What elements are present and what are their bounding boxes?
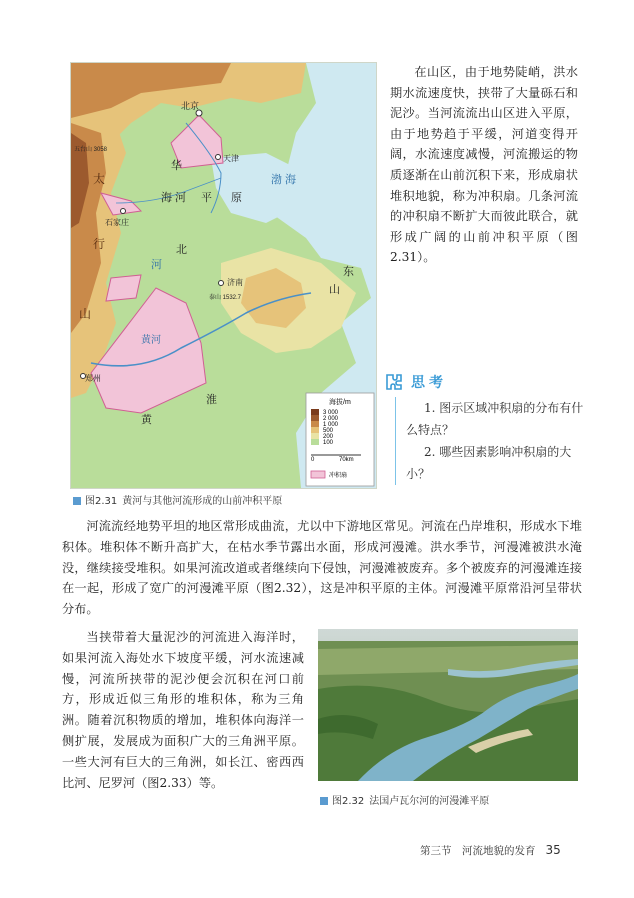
legend-level-3: 500 <box>323 428 334 434</box>
huabei-label-2: 北 <box>176 244 187 256</box>
shandong-label-1: 山 <box>329 284 340 296</box>
tianjin-label: 天津 <box>223 154 239 163</box>
peak1-label: 五台山 3058 <box>74 147 108 153</box>
legend-level-0: 3 000 <box>323 410 339 416</box>
haihe-label: 海 河 <box>161 192 187 204</box>
zhengzhou-label: 郑州 <box>85 374 101 383</box>
thinking-title: 思考 <box>411 375 447 391</box>
puzzle-icon <box>383 371 405 393</box>
figure-2-32-caption <box>320 792 489 807</box>
legend-level-1: 2 000 <box>323 416 339 422</box>
figure-2-31-num: 图2.31 <box>85 496 118 507</box>
alluvial-plain-map <box>70 62 377 489</box>
huai-label: 淮 <box>206 394 217 406</box>
figure-2-31-text: 黄河与其他河流形成的山前冲积平原 <box>122 496 283 507</box>
figure-2-32-num: 图2.32 <box>332 796 365 807</box>
legend-fan-label: 冲积扇 <box>329 473 348 479</box>
legend-level-2: 1 000 <box>323 422 339 428</box>
map-graphic <box>71 63 376 488</box>
thinking-question-1: 1. 图示区域冲积扇的分布有什么特点？ <box>406 401 584 437</box>
tianjin-marker <box>216 155 221 160</box>
legend-level-4: 200 <box>323 434 334 440</box>
taihang-label-1: 太 <box>93 172 106 186</box>
bohai-label: 渤 海 <box>271 174 297 186</box>
legend-level-5: 100 <box>323 440 334 446</box>
pingyuan-label-1: 平 <box>201 192 212 204</box>
jinan-marker <box>219 281 224 286</box>
legend-title: 海拔/m <box>329 399 351 406</box>
floodplain-paragraph: 河流流经地势平坦的地区常形成曲流，尤以中下游地区常见。河流在凸岸堆积，形成水下堆积体。堆积体不断升高扩大，在枯水季节露出水面，形成河漫滩。洪水季节，河漫滩被洪水淹没，继续接受堆积。如果河流改道或者继续向下侵蚀，河漫滩被废弃。多个被废弃的河漫滩连接在一起，形成了宽广的河漫滩平原（图2.32），这是冲积平原的主体。河漫滩平原常沿河呈带状分布。 <box>62 519 582 617</box>
taihang-label-3: 山 <box>79 307 92 321</box>
shijiazhuang-label: 石家庄 <box>105 218 129 227</box>
thinking-header <box>383 371 583 393</box>
caption-marker <box>73 497 81 505</box>
hebei-fan <box>106 275 141 301</box>
figure-2-31-caption <box>73 492 282 507</box>
page-number: 35 <box>545 843 561 857</box>
caption-marker-2 <box>320 797 328 805</box>
jinan-label: 济南 <box>227 278 243 287</box>
loire-river-photo <box>318 629 578 781</box>
thinking-question-2: 2. 哪些因素影响冲积扇的大小？ <box>406 445 572 481</box>
legend-level-6: 0 <box>311 457 315 463</box>
page-footer <box>420 843 580 858</box>
map-legend <box>306 393 374 486</box>
delta-paragraph: 当挟带着大量泥沙的河流进入海洋时，如果河流入海处水下坡度平缓，河水流速减慢，河流所挟带的泥沙便会沉积在河口前方，形成近似三角形的堆积体，称为三角洲。随着沉积物质的增加，堆积体向海洋一侧扩展，发展成为面积广大的三角洲平原。一些大河有巨大的三角洲，如长江、密西西比河、尼罗河（图2.33）等。 <box>62 630 304 790</box>
pingyuan-label-2: 原 <box>231 192 242 204</box>
beijing-label: 北京 <box>181 101 200 111</box>
thinking-questions <box>395 397 586 485</box>
he-label: 河 <box>151 259 162 271</box>
huabei-label-1: 华 <box>171 160 182 172</box>
thinking-box <box>383 371 583 501</box>
legend-scale: 70km <box>339 457 354 463</box>
alluvial-fan-paragraph: 在山区，由于地势陡峭，洪水期水流速度快，挟带了大量砾石和泥沙。当河流流出山区进入平原，由于地势趋于平缓，河道变得开阔，水流速度减慢，河流搬运的物质逐渐在山前沉积下来，形成扇状堆积地貌，称为冲积扇。几条河流的冲积扇不断扩大而彼此联合，就形成广阔的山前冲积平原（图2.31）。 <box>390 65 578 265</box>
figure-2-32-text: 法国卢瓦尔河的河漫滩平原 <box>369 796 490 807</box>
yellow-river-label: 黄河 <box>141 335 161 346</box>
taihang-label-2: 行 <box>93 237 106 251</box>
shandong-label-2: 东 <box>343 266 354 278</box>
shijiazhuang-marker <box>121 209 126 214</box>
footer-section: 第三节 河流地貌的发育 <box>420 845 536 857</box>
huang-label: 黄 <box>141 414 152 426</box>
peak2-label: 泰山 1532.7 <box>209 295 242 301</box>
river-photo-graphic <box>318 629 578 781</box>
